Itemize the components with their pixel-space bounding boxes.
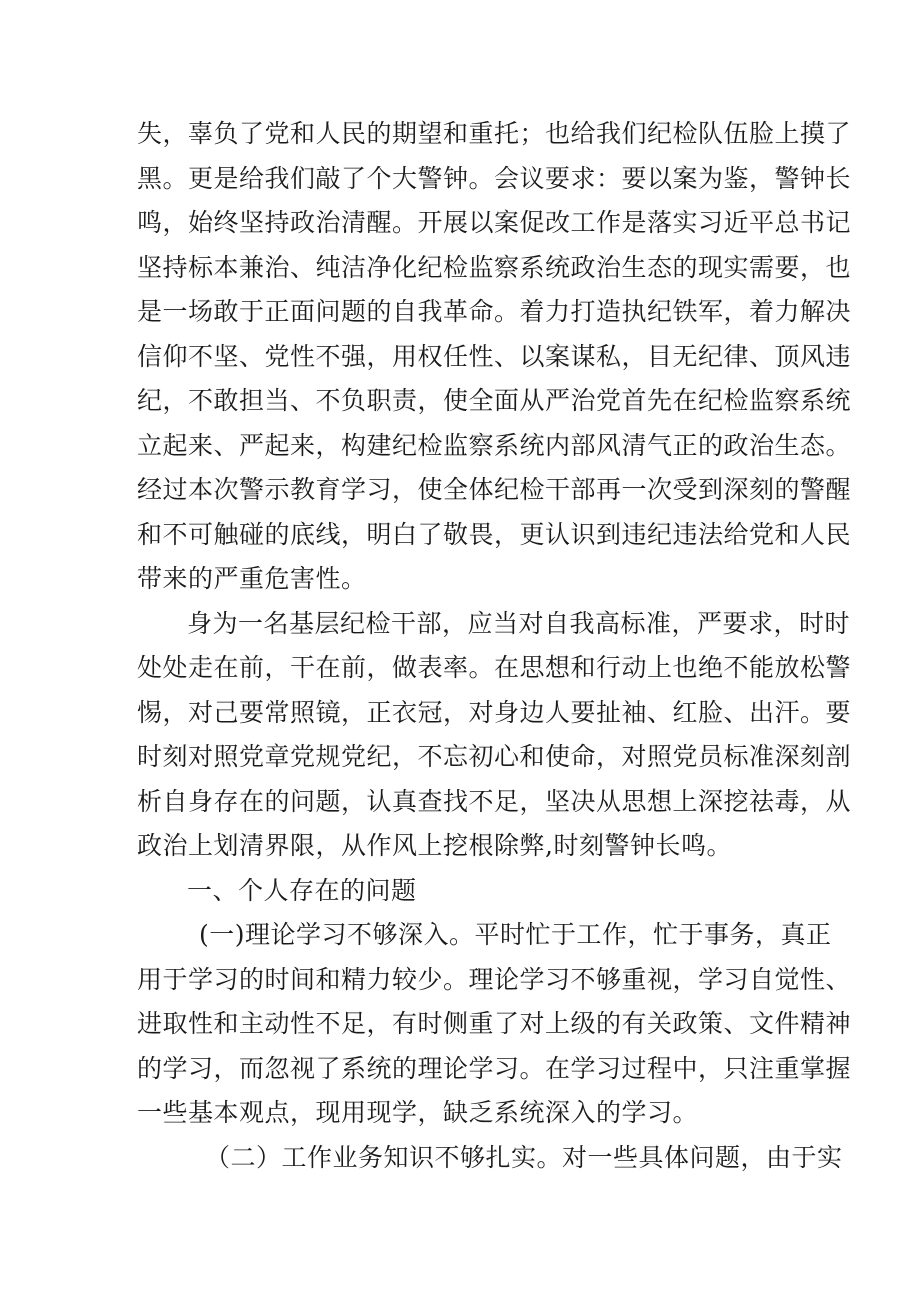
text-line: 黑。更是给我们敲了个大警钟。会议要求：要以案为鉴，警钟长: [137, 163, 852, 193]
text-line: 的学习，而忽视了系统的理论学习。在学习过程中，只注重掌握: [137, 1053, 852, 1083]
text-line: 经过本次警示教育学习，使全体纪检干部再一次受到深刻的警醒: [137, 475, 852, 504]
section-heading: [137, 869, 797, 914]
paragraph-continuation: [137, 112, 852, 602]
paragraph-business-knowledge: [137, 1136, 843, 1181]
text-line: 信仰不坚、党性不强，用权任性、以案谋私，目无纪律、顶风违: [137, 341, 852, 371]
paragraph-self-requirement: [137, 602, 852, 869]
text-line: 带来的严重危害性。: [137, 564, 367, 593]
text-line: 纪，不敢担当、不负职责，使全面从严治党首先在纪检监察系统: [137, 386, 852, 415]
text-line: 时刻对照党章党规党纪，不忘初心和使命，对照党员标准深刻剖: [137, 742, 852, 771]
text-line: 惕，对己要常照镜，正衣冠，对身边人要扯袖、红脸、出汗。要: [137, 697, 852, 727]
text-line: 失，辜负了党和人民的期望和重托；也给我们纪检队伍脸上摸了: [137, 119, 852, 148]
text-line: 进取性和主动性不足，有时侧重了对上级的有关政策、文件精神: [137, 1009, 852, 1038]
document-body: [137, 112, 852, 1180]
text-line: 析自身存在的问题，认真查找不足，坚决从思想上深挖祛毒，从: [137, 786, 852, 816]
paragraph-theory-study: [137, 913, 852, 1136]
text-line: 立起来、严起来，构建纪检监察系统内部风清气正的政治生态。: [137, 430, 852, 460]
text-line: (一)理论学习不够深入。平时忙于工作，忙于事务，真正: [199, 920, 832, 949]
text-line: 处处走在前，干在前，做表率。在思想和行动上也绝不能放松警: [137, 653, 852, 682]
heading-line: 一、个人存在的问题: [187, 875, 417, 905]
text-line: 一些基本观点，现用现学，缺乏系统深入的学习。: [137, 1098, 699, 1127]
text-line: 用于学习的时间和精力较少。理论学习不够重视，学习自觉性、: [137, 964, 852, 994]
text-line: 坚持标本兼治、纯洁净化纪检监察系统政治生态的现实需要，也: [137, 252, 852, 282]
text-line: 是一场敢于正面问题的自我革命。着力打造执纪铁军，着力解决: [137, 297, 852, 326]
text-line: 鸣，始终坚持政治清醒。开展以案促改工作是落实习近平总书记: [137, 208, 852, 237]
text-line: 政治上划清界限，从作风上挖根除弊,时刻警钟长鸣。: [137, 831, 732, 860]
text-line: （二）工作业务知识不够扎实。对一些具体问题，由于实: [205, 1142, 843, 1172]
text-line: 身为一名基层纪检干部，应当对自我高标准，严要求，时时: [187, 608, 851, 638]
text-line: 和不可触碰的底线，明白了敬畏，更认识到违纪违法给党和人民: [137, 519, 852, 549]
